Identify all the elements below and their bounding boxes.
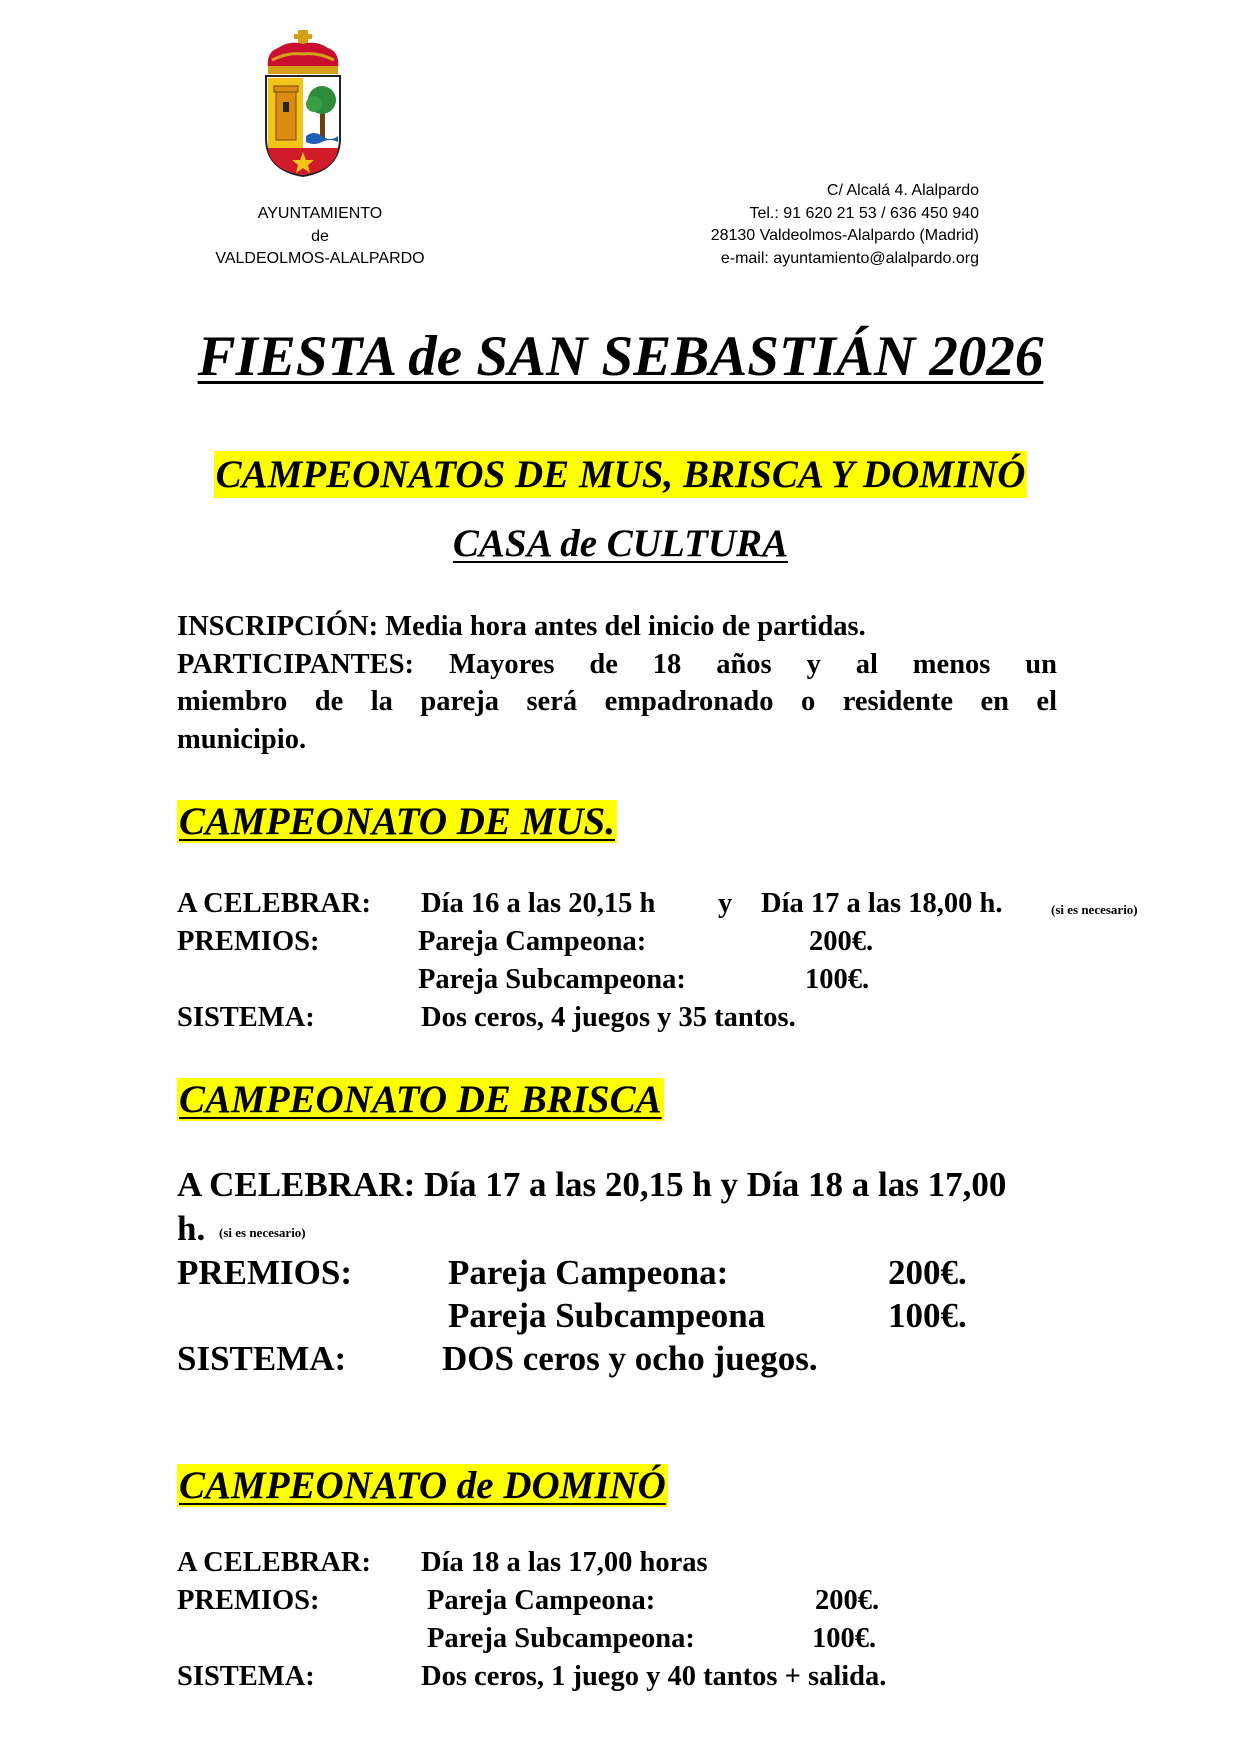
phone-line: Tel.: 91 620 21 53 / 636 450 940 xyxy=(749,204,979,222)
domino-prize-2: Pareja Subcampeona: xyxy=(427,1623,695,1654)
inscripcion-line: INSCRIPCIÓN: Media hora antes del inicio de partidas. xyxy=(177,611,866,642)
mus-prize-1: Pareja Campeona: xyxy=(418,926,647,957)
brisca-sistema: DOS ceros y ocho juegos. xyxy=(442,1339,818,1378)
subtitle-text: CAMPEONATOS DE MUS, BRISCA Y DOMINÓ xyxy=(215,453,1026,496)
domino-prize-1-amount: 200€. xyxy=(815,1585,880,1616)
domino-premios-label: PREMIOS: xyxy=(177,1585,320,1616)
section-heading-text: CAMPEONATO DE BRISCA xyxy=(179,1078,662,1121)
brisca-premios-label: PREMIOS: xyxy=(177,1253,352,1292)
mus-celebrar-day2: Día 17 a las 18,00 h. xyxy=(761,888,1003,919)
mus-celebrar-day1: Día 16 a las 20,15 h xyxy=(421,888,656,919)
domino-celebrar-label: A CELEBRAR: xyxy=(177,1547,371,1578)
brisca-celebrar-cont: h. xyxy=(177,1209,206,1248)
mus-celebrar-note: (si es necesario) xyxy=(1051,902,1138,917)
domino-celebrar: Día 18 a las 17,00 horas xyxy=(421,1547,708,1578)
mus-sistema: Dos ceros, 4 juegos y 35 tantos. xyxy=(421,1002,796,1033)
address-line: 28130 Valdeolmos-Alalpardo (Madrid) xyxy=(710,227,979,244)
section-heading-domino xyxy=(177,1466,668,1505)
domino-prize-2-amount: 100€. xyxy=(812,1623,877,1654)
mus-prize-2-amount: 100€. xyxy=(805,964,870,995)
org-line: de xyxy=(311,227,329,245)
mus-celebrar-y: y xyxy=(718,888,733,919)
mus-prize-2: Pareja Subcampeona: xyxy=(418,964,686,995)
participantes-line: PARTICIPANTES: Mayores de 18 años y al menos un xyxy=(177,648,1057,680)
mus-prize-1-amount: 200€. xyxy=(809,926,874,957)
coat-of-arms-icon xyxy=(262,30,344,178)
address-block xyxy=(711,180,979,270)
intro-block xyxy=(177,608,1057,758)
section-heading-brisca xyxy=(177,1080,664,1119)
brisca-celebrar: A CELEBRAR: Día 17 a las 20,15 h y Día 18 a las 17,00 xyxy=(177,1165,1007,1204)
participantes-line: municipio. xyxy=(177,723,307,755)
section-heading-mus xyxy=(177,802,617,841)
mus-premios-label: PREMIOS: xyxy=(177,926,320,957)
participantes-line: miembro de la pareja será empadronado o residente en el xyxy=(177,686,1057,717)
brisca-prize-1-amount: 200€. xyxy=(888,1253,967,1292)
org-line: VALDEOLMOS-ALALPARDO xyxy=(215,250,425,267)
mus-celebrar-label: A CELEBRAR: xyxy=(177,888,371,919)
brisca-prize-2-amount: 100€. xyxy=(888,1296,967,1335)
mus-sistema-label: SISTEMA: xyxy=(177,1002,315,1033)
venue-text: CASA de CULTURA xyxy=(452,522,789,565)
brisca-sistema-label: SISTEMA: xyxy=(177,1339,347,1378)
domino-prize-1: Pareja Campeona: xyxy=(427,1585,656,1616)
page-title-text: FIESTA de SAN SEBASTIÁN 2026 xyxy=(197,325,1044,388)
domino-sistema: Dos ceros, 1 juego y 40 tantos + salida. xyxy=(421,1661,887,1692)
brisca-celebrar-note: (si es necesario) xyxy=(219,1225,306,1240)
address-line: C/ Alcalá 4. Alalpardo xyxy=(826,182,979,199)
domino-sistema-label: SISTEMA: xyxy=(177,1661,315,1692)
section-heading-text: CAMPEONATO DE MUS. xyxy=(179,800,615,843)
venue xyxy=(0,524,1241,563)
brisca-prize-2: Pareja Subcampeona xyxy=(448,1296,766,1335)
brisca-prize-1: Pareja Campeona: xyxy=(448,1253,729,1292)
org-name xyxy=(190,203,450,271)
page-title xyxy=(0,325,1241,388)
section-heading-text: CAMPEONATO de DOMINÓ xyxy=(179,1464,666,1507)
subtitle xyxy=(0,455,1241,494)
org-line: AYUNTAMIENTO xyxy=(257,205,383,222)
email-line: e-mail: ayuntamiento@alalpardo.org xyxy=(720,249,979,267)
